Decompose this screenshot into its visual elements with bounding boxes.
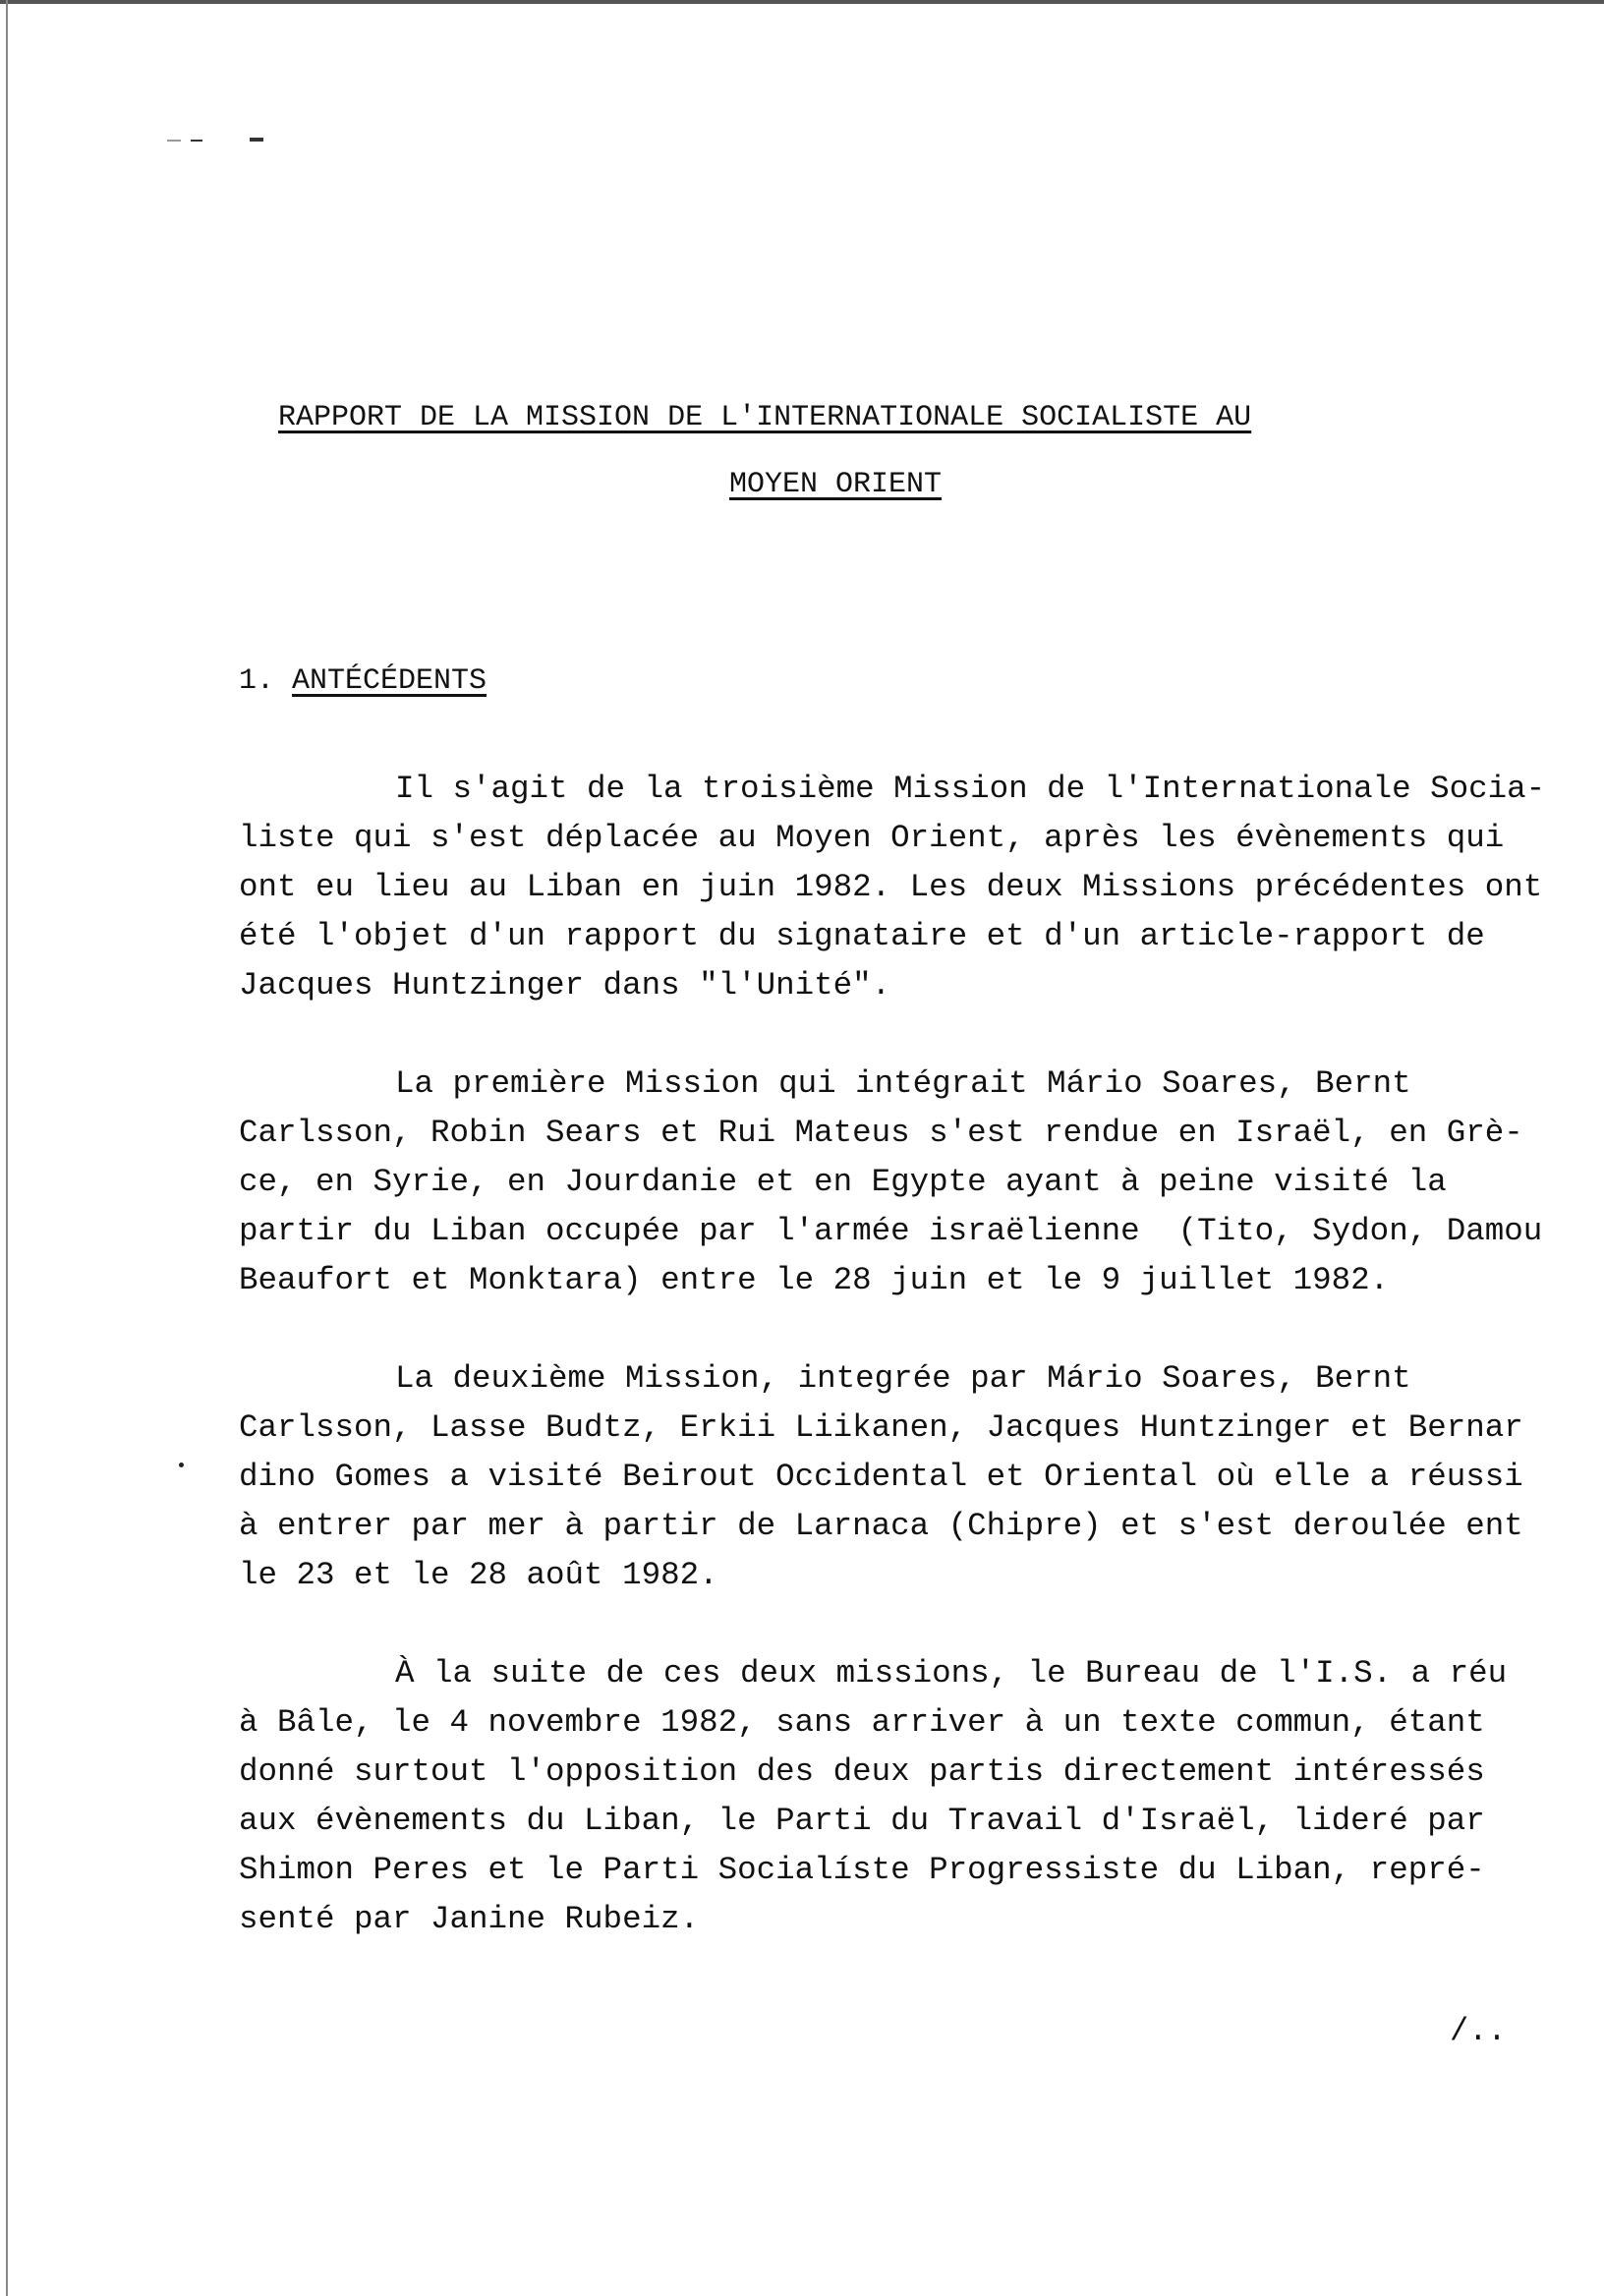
margin-dot-mark	[179, 1463, 184, 1467]
text-line: Carlsson, Lasse Budtz, Erkii Liikanen, Jacques Huntzinger et Bernar	[239, 1409, 1523, 1446]
paragraph-4	[239, 1649, 1595, 1944]
scan-top-edge	[0, 0, 1604, 4]
text-line: à entrer par mer à partir de Larnaca (Chipre) et s'est deroulée ent	[239, 1508, 1523, 1544]
text-line: ce, en Syrie, en Jourdanie et en Egypte ayant à peine visité la	[239, 1164, 1447, 1200]
continuation-mark: /..	[1450, 2013, 1507, 2049]
text-line: été l'objet d'un rapport du signataire et d'un article-rapport de	[239, 918, 1485, 954]
scan-artifact-mark	[167, 138, 265, 142]
text-line: Jacques Huntzinger dans "l'Unité".	[239, 967, 891, 1004]
paragraph-3	[239, 1354, 1595, 1600]
paragraph-1	[239, 765, 1595, 1010]
text-line: dino Gomes a visité Beirout Occidental et Oriental où elle a réussi	[239, 1459, 1523, 1495]
document-body	[239, 765, 1595, 1993]
text-line: le 23 et le 28 août 1982.	[239, 1557, 718, 1593]
text-line: La première Mission qui intégrait Mário Soares, Bernt	[395, 1065, 1411, 1102]
text-line: aux évènements du Liban, le Parti du Travail d'Israël, lideré par	[239, 1803, 1485, 1839]
text-line: Shimon Peres et le Parti Socialíste Progressiste du Liban, repré-	[239, 1852, 1485, 1888]
text-line: ont eu lieu au Liban en juin 1982. Les deux Missions précédentes ont	[239, 869, 1543, 905]
document-title-line-1: RAPPORT DE LA MISSION DE L'INTERNATIONALE SOCIALISTE AU	[278, 401, 1252, 434]
section-title: ANTÉCÉDENTS	[292, 664, 487, 698]
text-line: Beaufort et Monktara) entre le 28 juin et le 9 juillet 1982.	[239, 1262, 1390, 1298]
text-line: Carlsson, Robin Sears et Rui Mateus s'est rendue en Israël, en Grè-	[239, 1115, 1523, 1151]
scan-left-edge	[6, 0, 8, 2296]
text-line: À la suite de ces deux missions, le Bureau de l'I.S. a réu	[395, 1655, 1508, 1692]
section-number: 1.	[239, 664, 293, 698]
text-line: à Bâle, le 4 novembre 1982, sans arriver à un texte commun, étant	[239, 1704, 1485, 1741]
text-line: La deuxième Mission, integrée par Mário Soares, Bernt	[395, 1360, 1411, 1397]
text-line: partir du Liban occupée par l'armée israëlienne (Tito, Sydon, Damou	[239, 1213, 1543, 1249]
text-line: donné surtout l'opposition des deux partis directement intéressés	[239, 1753, 1485, 1790]
section-heading	[239, 664, 487, 698]
paragraph-2	[239, 1060, 1595, 1305]
document-title-line-2: MOYEN ORIENT	[729, 468, 943, 501]
text-line: Il s'agit de la troisième Mission de l'Internationale Socia-	[395, 771, 1546, 807]
text-line: senté par Janine Rubeiz.	[239, 1901, 700, 1937]
text-line: liste qui s'est déplacée au Moyen Orient, après les évènements qui	[239, 820, 1505, 856]
